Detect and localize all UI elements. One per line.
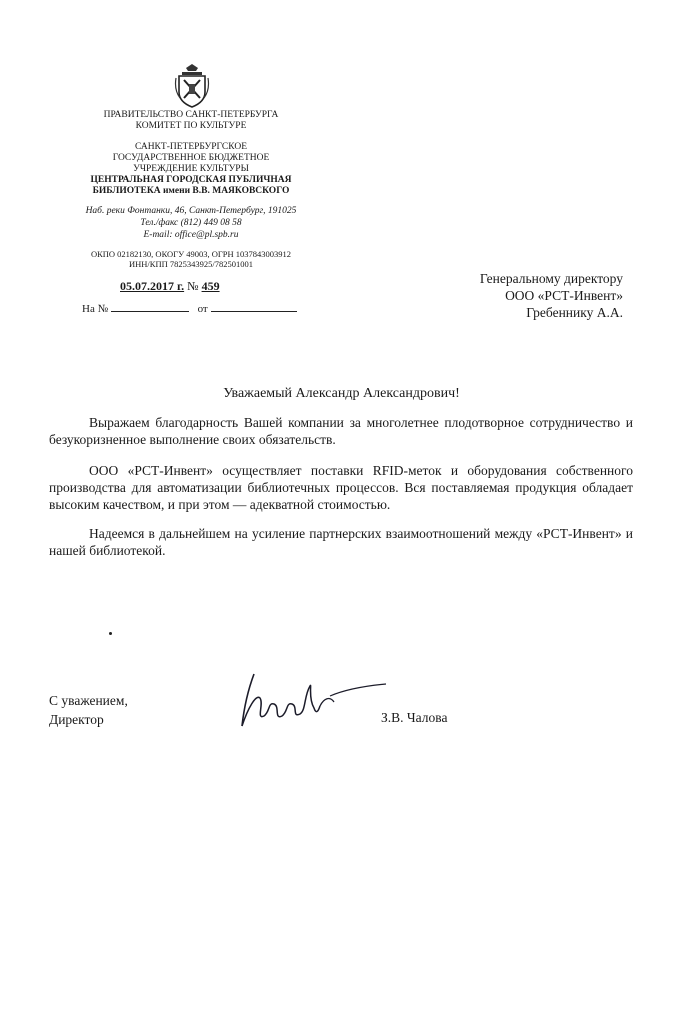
outgoing-date-number: [120, 279, 320, 294]
handwritten-signature: [234, 668, 394, 740]
stray-mark: [109, 632, 112, 635]
inst-line: УЧРЕЖДЕНИЕ КУЛЬТУРЫ: [133, 164, 249, 174]
email-address: E-mail: office@pl.spb.ru: [143, 230, 239, 240]
contact-block: [60, 205, 322, 241]
postal-address: Наб. реки Фонтанки, 46, Санкт-Петербург, 191025: [85, 206, 297, 216]
closing-phrase: С уважением,: [49, 693, 128, 708]
addressee-name: Гребеннику А.А.: [526, 305, 623, 320]
institution-header: [60, 142, 322, 197]
tax-ids: ИНН/КПП 7825343925/782501001: [129, 259, 253, 269]
registration-block: [60, 249, 322, 269]
ot-label: от: [197, 303, 208, 315]
letter-number: 459: [201, 279, 220, 293]
paragraph-partnership: [49, 525, 633, 559]
committee-line: КОМИТЕТ ПО КУЛЬТУРЕ: [135, 121, 247, 131]
addressee-block: [480, 270, 623, 321]
na-label: На №: [82, 303, 109, 315]
inst-line: ЦЕНТРАЛЬНАЯ ГОРОДСКАЯ ПУБЛИЧНАЯ: [90, 175, 292, 185]
gov-line: ПРАВИТЕЛЬСТВО САНКТ-ПЕТЕРБУРГА: [103, 110, 279, 120]
addressee-title: Генеральному директору: [479, 271, 623, 286]
paragraph-supplier: [49, 462, 633, 513]
signoff-block: [49, 691, 128, 729]
signer-name: З.В. Чалова: [381, 710, 448, 725]
inst-line: САНКТ-ПЕТЕРБУРГСКОЕ: [134, 142, 248, 152]
paragraph-text: Надеемся в дальнейшем на усиление партнерских взаимоотношений между «РСТ-Инвент» и нашей библиотекой.: [49, 526, 633, 558]
greeting: Уважаемый Александр Александрович!: [223, 386, 460, 401]
paragraph-text: Выражаем благодарность Вашей компании за многолетнее плодотворное сотрудничество и безукоризненное выполнение своих обязательств.: [49, 415, 633, 447]
phone-fax: Тел./факс (812) 449 08 58: [140, 218, 242, 228]
ot-blank: [211, 303, 297, 312]
addressee-company: ООО «РСТ-Инвент»: [505, 288, 623, 303]
paragraph-gratitude: [49, 414, 633, 448]
inst-line: ГОСУДАРСТВЕННОЕ БЮДЖЕТНОЕ: [112, 153, 270, 163]
number-label: №: [187, 279, 199, 293]
paragraph-text: ООО «РСТ-Инвент» осуществляет поставки RFID-меток и оборудования собственного производства для автоматизации библиотечных процессов. Вся поставляемая продукция обладает высоким качеством, и при этом — адекватной стоимостью.: [49, 463, 633, 512]
reference-line: [82, 303, 322, 315]
reg-codes: ОКПО 02182130, ОКОГУ 49003, ОГРН 1037843003912: [90, 249, 292, 259]
inst-line: БИБЛИОТЕКА имени В.В. МАЯКОВСКОГО: [92, 186, 290, 196]
na-blank: [111, 303, 189, 312]
letter-date: 05.07.2017 г.: [120, 279, 185, 293]
government-header: [60, 110, 322, 132]
coat-of-arms-icon: [174, 64, 210, 108]
signer-position: Директор: [49, 712, 104, 727]
